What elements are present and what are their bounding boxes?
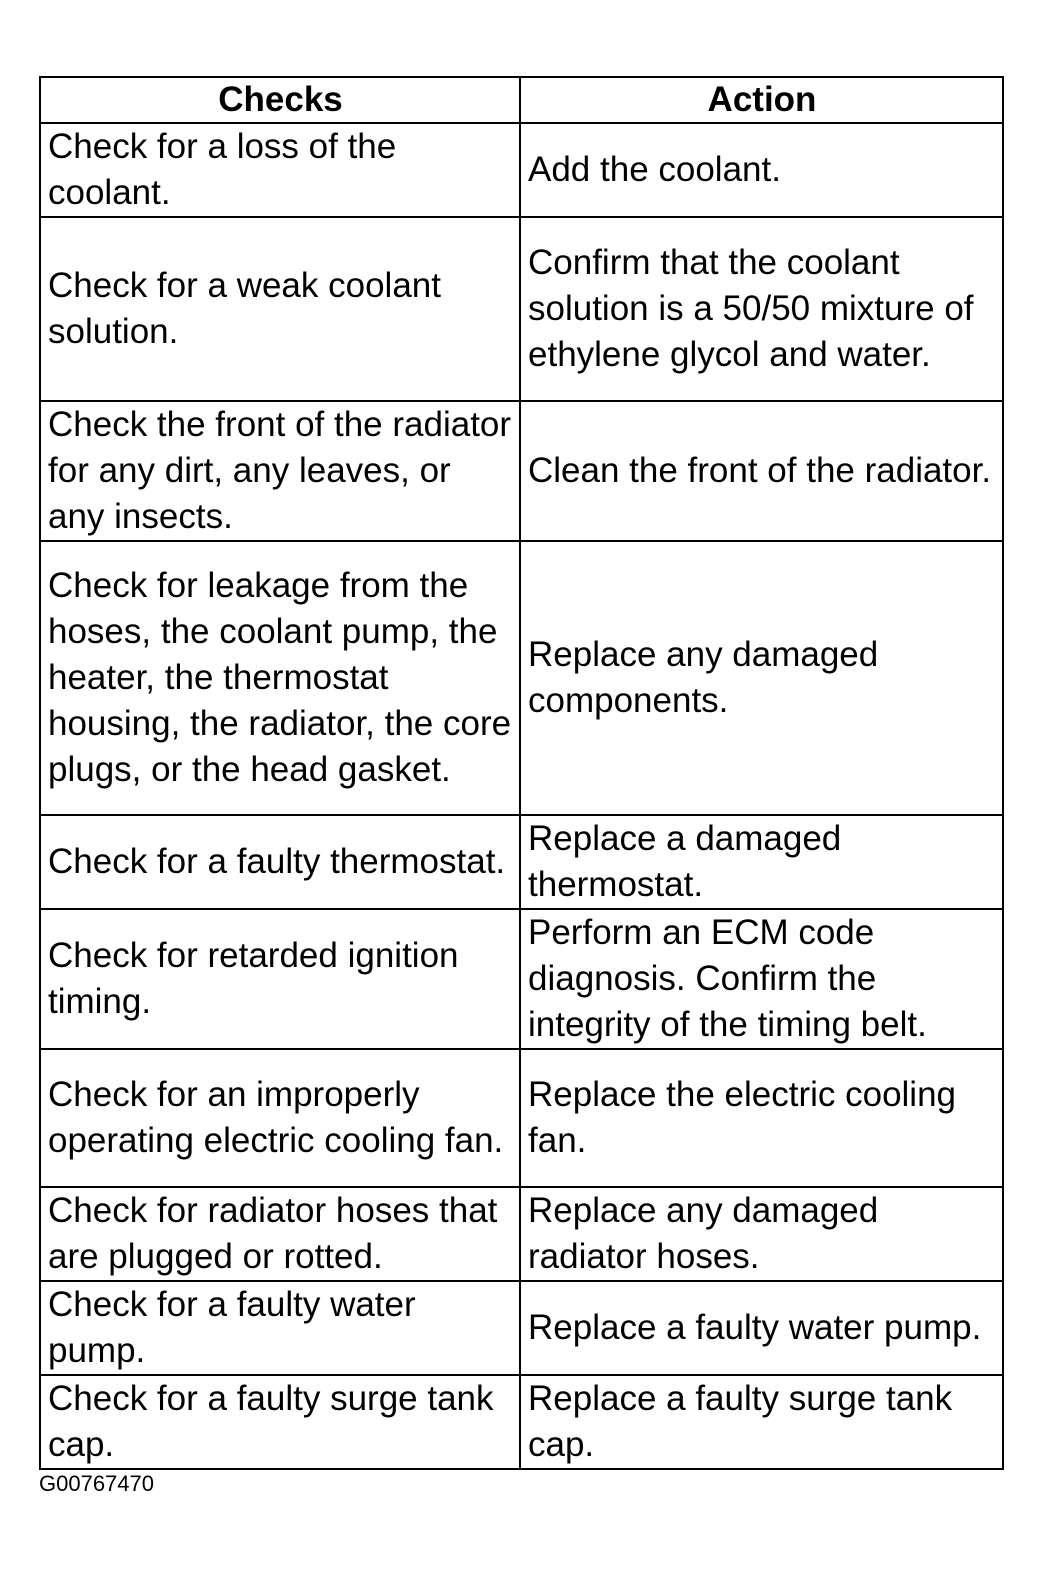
check-cell: Check for retarded ignition timing. [40, 909, 520, 1049]
table-row [40, 401, 1003, 541]
table-row [40, 541, 1003, 815]
action-cell: Replace a faulty surge tank cap. [520, 1375, 1003, 1469]
check-cell: Check for a faulty surge tank cap. [40, 1375, 520, 1469]
checks-table [39, 76, 1004, 1470]
check-cell: Check for a faulty water pump. [40, 1281, 520, 1375]
table-header-row [40, 77, 1003, 123]
table-row [40, 1281, 1003, 1375]
figure-id: G00767470 [39, 1471, 154, 1496]
table-row [40, 815, 1003, 909]
table-row [40, 123, 1003, 217]
table-row [40, 1375, 1003, 1469]
action-cell: Replace any damaged radiator hoses. [520, 1187, 1003, 1281]
check-cell: Check for a faulty thermostat. [40, 815, 520, 909]
check-cell: Check the front of the radiator for any dirt, any leaves, or any insects. [40, 401, 520, 541]
action-cell: Replace a damaged thermostat. [520, 815, 1003, 909]
action-cell: Confirm that the coolant solution is a 50/50 mixture of ethylene glycol and water. [520, 217, 1003, 401]
action-cell: Add the coolant. [520, 123, 1003, 217]
check-cell: Check for an improperly operating electric cooling fan. [40, 1049, 520, 1187]
action-cell: Perform an ECM code diagnosis. Confirm the integrity of the timing belt. [520, 909, 1003, 1049]
header-checks: Checks [40, 77, 520, 123]
table-row [40, 217, 1003, 401]
action-cell: Replace any damaged components. [520, 541, 1003, 815]
action-cell: Replace the electric cooling fan. [520, 1049, 1003, 1187]
check-cell: Check for a loss of the coolant. [40, 123, 520, 217]
header-action: Action [520, 77, 1003, 123]
table-row [40, 1049, 1003, 1187]
table-row [40, 1187, 1003, 1281]
check-cell: Check for leakage from the hoses, the coolant pump, the heater, the thermostat housing, the radiator, the core plugs, or the head gasket. [40, 541, 520, 815]
check-cell: Check for a weak coolant solution. [40, 217, 520, 401]
check-cell: Check for radiator hoses that are plugged or rotted. [40, 1187, 520, 1281]
action-cell: Clean the front of the radiator. [520, 401, 1003, 541]
table-row [40, 909, 1003, 1049]
action-cell: Replace a faulty water pump. [520, 1281, 1003, 1375]
